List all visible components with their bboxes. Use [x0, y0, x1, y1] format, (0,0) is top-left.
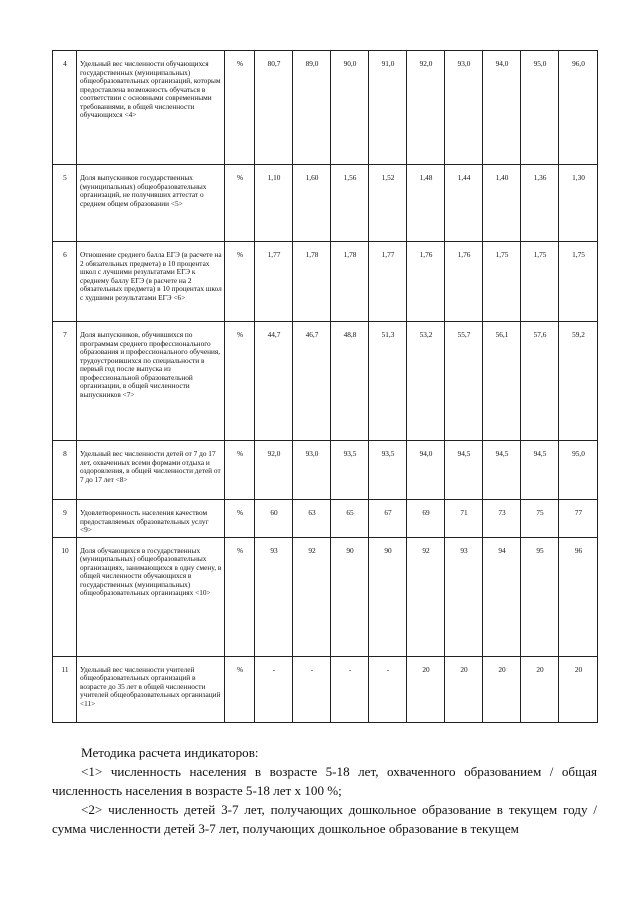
- unit-cell: %: [225, 322, 255, 441]
- unit-cell: %: [225, 165, 255, 242]
- value-cell: 1,78: [293, 242, 331, 322]
- value-cell: 1,36: [521, 165, 559, 242]
- unit-cell: %: [225, 242, 255, 322]
- method-item-1: <1> численность населения в возрасте 5-18 лет, охваченного образованием / общая численность населения в возрасте 5-18 лет x 100 %;: [52, 764, 597, 798]
- value-cell: 77: [559, 500, 598, 538]
- value-cell: 92: [293, 537, 331, 656]
- table-row: [53, 242, 598, 322]
- value-cell: 93,0: [293, 441, 331, 500]
- value-cell: 67: [369, 500, 407, 538]
- table-row: [53, 500, 598, 538]
- value-cell: -: [369, 656, 407, 722]
- indicators-table: [52, 50, 598, 723]
- value-cell: 1,75: [559, 242, 598, 322]
- value-cell: -: [293, 656, 331, 722]
- value-cell: 56,1: [483, 322, 521, 441]
- row-number: 11: [53, 656, 77, 722]
- value-cell: 1,40: [483, 165, 521, 242]
- indicator-name: Доля обучающихся в государственных (муниципальных) общеобразовательных организациях, занимающихся в одну смену, в общей численности обучающихся в государственных (муниципальных) общеобразовательных организациях <10>: [77, 537, 225, 656]
- table-row: [53, 165, 598, 242]
- value-cell: 20: [521, 656, 559, 722]
- value-cell: 1,77: [255, 242, 293, 322]
- value-cell: 94,5: [483, 441, 521, 500]
- value-cell: 92: [407, 537, 445, 656]
- value-cell: 92,0: [255, 441, 293, 500]
- value-cell: 48,8: [331, 322, 369, 441]
- value-cell: 1,75: [521, 242, 559, 322]
- indicator-name: Доля выпускников, обучившихся по программам среднего профессионального образования и профессионального обучения, трудоустроившихся по специальности в первый год после выпуска из профессиональной образовательной организации, в общей численности выпускников <7>: [77, 322, 225, 441]
- unit-cell: %: [225, 441, 255, 500]
- row-number: 6: [53, 242, 77, 322]
- value-cell: 63: [293, 500, 331, 538]
- value-cell: -: [255, 656, 293, 722]
- value-cell: 94,5: [521, 441, 559, 500]
- unit-cell: %: [225, 500, 255, 538]
- value-cell: 96,0: [559, 51, 598, 165]
- indicator-name: Удельный вес численности детей от 7 до 17 лет, охваченных всеми формами отдыха и оздоровления, в общей численности детей от 7 до 17 лет <8>: [77, 441, 225, 500]
- row-number: 9: [53, 500, 77, 538]
- value-cell: 1,44: [445, 165, 483, 242]
- row-number: 4: [53, 51, 77, 165]
- value-cell: 95: [521, 537, 559, 656]
- value-cell: 46,7: [293, 322, 331, 441]
- table-row: [53, 441, 598, 500]
- method-item-2: <2> численность детей 3-7 лет, получающих дошкольное образование в текущем году / сумма численности детей 3-7 лет, получающих дошкольное образование в текущем: [52, 802, 597, 836]
- value-cell: 51,3: [369, 322, 407, 441]
- value-cell: 94,5: [445, 441, 483, 500]
- value-cell: 53,2: [407, 322, 445, 441]
- value-cell: 20: [445, 656, 483, 722]
- value-cell: 75: [521, 500, 559, 538]
- indicator-name: Удовлетворенность населения качеством предоставляемых образовательных услуг <9>: [77, 500, 225, 538]
- unit-cell: %: [225, 537, 255, 656]
- value-cell: 1,76: [407, 242, 445, 322]
- value-cell: 20: [407, 656, 445, 722]
- unit-cell: %: [225, 656, 255, 722]
- value-cell: 94: [483, 537, 521, 656]
- value-cell: 80,7: [255, 51, 293, 165]
- value-cell: 90: [331, 537, 369, 656]
- value-cell: 1,60: [293, 165, 331, 242]
- value-cell: 44,7: [255, 322, 293, 441]
- value-cell: 95,0: [559, 441, 598, 500]
- indicator-name: Удельный вес численности учителей общеобразовательных организаций в возрасте до 35 лет в общей численности учителей общеобразовательных организаций <11>: [77, 656, 225, 722]
- value-cell: 65: [331, 500, 369, 538]
- table-row: [53, 537, 598, 656]
- value-cell: 93,5: [331, 441, 369, 500]
- value-cell: 20: [559, 656, 598, 722]
- value-cell: 1,56: [331, 165, 369, 242]
- value-cell: 96: [559, 537, 598, 656]
- value-cell: 73: [483, 500, 521, 538]
- table-row: [53, 322, 598, 441]
- value-cell: 1,30: [559, 165, 598, 242]
- value-cell: 93,5: [369, 441, 407, 500]
- value-cell: 1,10: [255, 165, 293, 242]
- value-cell: 1,78: [331, 242, 369, 322]
- value-cell: 55,7: [445, 322, 483, 441]
- row-number: 8: [53, 441, 77, 500]
- value-cell: 69: [407, 500, 445, 538]
- value-cell: 93: [255, 537, 293, 656]
- row-number: 10: [53, 537, 77, 656]
- methods-section: [52, 743, 597, 838]
- value-cell: 89,0: [293, 51, 331, 165]
- value-cell: 91,0: [369, 51, 407, 165]
- value-cell: 1,52: [369, 165, 407, 242]
- row-number: 7: [53, 322, 77, 441]
- value-cell: 59,2: [559, 322, 598, 441]
- indicator-name: Доля выпускников государственных (муниципальных) общеобразовательных организаций, не получивших аттестат о среднем общем образовании <5>: [77, 165, 225, 242]
- value-cell: 60: [255, 500, 293, 538]
- value-cell: 71: [445, 500, 483, 538]
- value-cell: 90,0: [331, 51, 369, 165]
- unit-cell: %: [225, 51, 255, 165]
- table-row: [53, 656, 598, 722]
- value-cell: 1,77: [369, 242, 407, 322]
- value-cell: 94,0: [483, 51, 521, 165]
- value-cell: 92,0: [407, 51, 445, 165]
- value-cell: 20: [483, 656, 521, 722]
- value-cell: 1,48: [407, 165, 445, 242]
- value-cell: 1,75: [483, 242, 521, 322]
- value-cell: 93,0: [445, 51, 483, 165]
- value-cell: 95,0: [521, 51, 559, 165]
- value-cell: -: [331, 656, 369, 722]
- row-number: 5: [53, 165, 77, 242]
- value-cell: 90: [369, 537, 407, 656]
- table-row: [53, 51, 598, 165]
- methods-heading: Методика расчета индикаторов:: [81, 745, 259, 760]
- value-cell: 93: [445, 537, 483, 656]
- value-cell: 94,0: [407, 441, 445, 500]
- indicator-name: Удельный вес численности обучающихся государственных (муниципальных) общеобразовательных организаций, которым предоставлена возможность обучаться в соответствии с основными современными требованиями, в общей численности обучающихся <4>: [77, 51, 225, 165]
- indicator-name: Отношение среднего балла ЕГЭ (в расчете на 2 обязательных предмета) в 10 процентах школ с лучшими результатами ЕГЭ к среднему баллу ЕГЭ (в расчете на 2 обязательных предмета) в 10 процентах школ с худшими результатами ЕГЭ <6>: [77, 242, 225, 322]
- value-cell: 1,76: [445, 242, 483, 322]
- value-cell: 57,6: [521, 322, 559, 441]
